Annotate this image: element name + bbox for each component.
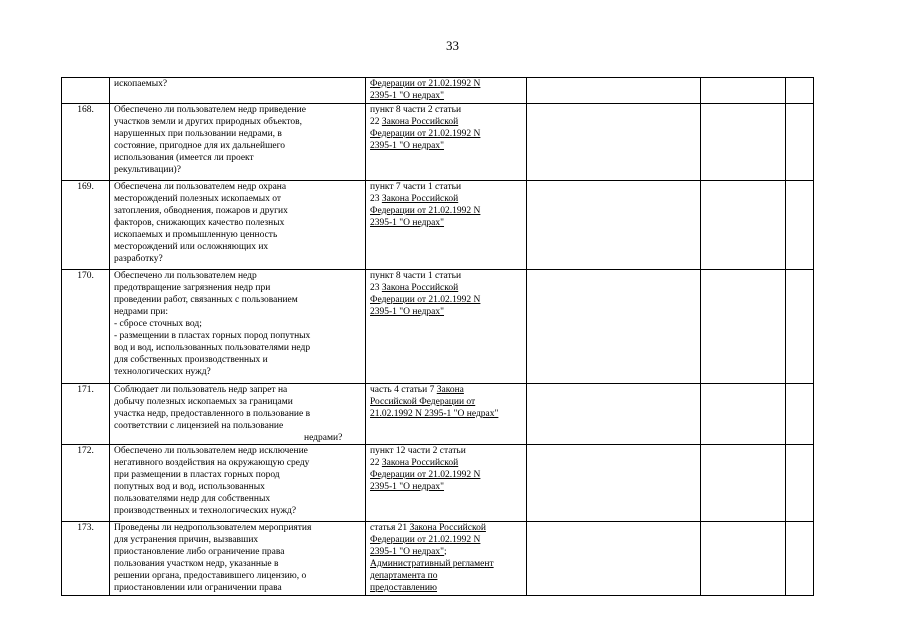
item-number <box>62 78 110 104</box>
question-cell <box>110 445 366 522</box>
note-cell <box>786 78 814 104</box>
table-row <box>62 181 814 270</box>
reference-prefix: 22 <box>370 458 382 468</box>
reference-line <box>370 384 522 396</box>
legal-reference-cell <box>366 181 527 270</box>
law-link[interactable]: 2395-1 "О недрах" <box>370 307 445 317</box>
answer-cell <box>701 445 786 522</box>
table-row <box>62 78 814 104</box>
reference-line <box>370 522 522 534</box>
question-line: Соблюдает ли пользователь недр запрет на <box>114 385 288 395</box>
note-cell <box>786 445 814 522</box>
question-line: рекультивации)? <box>114 165 181 175</box>
answer-cell <box>527 181 701 270</box>
question-line: Обеспечено ли пользователем недр исключение <box>114 446 308 456</box>
question-line: ископаемых и промышленную ценность <box>114 230 278 240</box>
question-line: участков земли и других природных объектов, <box>114 117 302 127</box>
reference-line <box>370 181 522 193</box>
question-line: - сбросе сточных вод; <box>114 319 202 329</box>
law-link[interactable]: 21.02.1992 N 2395-1 "О недрах" <box>370 409 499 419</box>
table-row <box>62 445 814 522</box>
legal-reference-cell <box>366 384 527 445</box>
law-link[interactable]: Федерации от 21.02.1992 N <box>370 535 481 545</box>
reference-line <box>370 205 522 217</box>
answer-cell <box>701 78 786 104</box>
answer-cell <box>701 270 786 384</box>
question-line: Обеспечено ли пользователем недр <box>114 271 257 281</box>
table-row <box>62 522 814 596</box>
question-line: месторождений полезных ископаемых от <box>114 194 282 204</box>
question-line: технологических нужд? <box>114 367 211 377</box>
question-line: нарушенных при пользовании недрами, в <box>114 129 282 139</box>
item-number: 173. <box>62 522 110 596</box>
question-line: затопления, обводнения, пожаров и других <box>114 206 288 216</box>
question-line: Обеспечена ли пользователем недр охрана <box>114 182 287 192</box>
reference-line <box>370 534 522 546</box>
question-line: производственных и технологических нужд? <box>114 506 297 516</box>
reference-text: пункт 8 части 1 статьи <box>370 271 462 281</box>
question-line: использования (имеется ли проект <box>114 153 254 163</box>
question-line: состояние, пригодное для их дальнейшего <box>114 141 286 151</box>
question-line: участка недр, предоставленного в пользование в <box>114 409 311 419</box>
reference-line <box>370 469 522 481</box>
reference-line <box>370 217 522 229</box>
question-cell <box>110 104 366 181</box>
reference-line <box>370 546 522 558</box>
reference-text: пункт 12 части 2 статьи <box>370 446 466 456</box>
answer-cell <box>701 384 786 445</box>
question-cell <box>110 384 366 445</box>
reference-line <box>370 193 522 205</box>
table-row <box>62 384 814 445</box>
answer-cell <box>527 104 701 181</box>
reference-line <box>370 570 522 582</box>
question-cell <box>110 78 366 104</box>
item-number: 171. <box>62 384 110 445</box>
question-line: решении органа, предоставившего лицензию, о <box>114 571 307 581</box>
law-link[interactable]: предоставлению <box>370 583 438 593</box>
note-cell <box>786 104 814 181</box>
reference-prefix: 22 <box>370 117 382 127</box>
item-number: 169. <box>62 181 110 270</box>
legal-reference-cell <box>366 522 527 596</box>
reference-line <box>370 116 522 128</box>
law-link[interactable]: 2395-1 "О недрах" <box>370 141 445 151</box>
checklist-table <box>61 77 814 596</box>
note-cell <box>786 181 814 270</box>
question-line: месторождений или осложняющих их <box>114 242 269 252</box>
law-link[interactable]: 2395-1 "О недрах" <box>370 547 445 557</box>
answer-cell <box>527 445 701 522</box>
answer-cell <box>701 181 786 270</box>
note-cell <box>786 270 814 384</box>
law-link[interactable]: Федерации от 21.02.1992 N <box>370 79 481 89</box>
law-link[interactable]: Федерации от 21.02.1992 N <box>370 206 481 216</box>
legal-reference-cell <box>366 104 527 181</box>
question-line: при размещении в пластах горных пород <box>114 470 280 480</box>
question-line: Обеспечено ли пользователем недр приведение <box>114 105 306 115</box>
reference-line <box>370 481 522 493</box>
law-link[interactable]: Федерации от 21.02.1992 N <box>370 129 481 139</box>
legal-reference-cell <box>366 270 527 384</box>
law-link[interactable]: 2395-1 "О недрах" <box>370 91 445 101</box>
law-link[interactable]: Закона Российской <box>409 523 486 533</box>
law-link[interactable]: Закона Российской <box>381 283 459 293</box>
question-line: факторов, снижающих качество полезных <box>114 218 285 228</box>
reference-line <box>370 582 522 594</box>
item-number: 168. <box>62 104 110 181</box>
reference-line <box>370 128 522 140</box>
reference-line <box>370 140 522 152</box>
reference-prefix: 23 <box>370 283 382 293</box>
law-link[interactable]: 2395-1 "О недрах" <box>370 482 445 492</box>
answer-cell <box>527 270 701 384</box>
answer-cell <box>527 78 701 104</box>
question-line: попутных вод и вод, использованных <box>114 482 265 492</box>
reference-line <box>370 408 522 420</box>
reference-line <box>370 90 522 102</box>
legal-reference-cell <box>366 445 527 522</box>
answer-cell <box>527 384 701 445</box>
question-line: пользования участком недр, указанные в <box>114 559 279 569</box>
question-line: разработку? <box>114 254 163 264</box>
reference-line <box>370 270 522 282</box>
reference-line <box>370 282 522 294</box>
reference-line <box>370 306 522 318</box>
reference-line <box>370 457 522 469</box>
reference-line <box>370 445 522 457</box>
reference-prefix: часть 4 статьи 7 <box>370 385 437 395</box>
answer-cell <box>701 104 786 181</box>
reference-line <box>370 294 522 306</box>
law-link[interactable]: Российской Федерации от <box>370 397 476 407</box>
law-link[interactable]: Административный регламент <box>370 559 494 569</box>
question-line: недрами при: <box>114 307 169 317</box>
question-cell <box>110 181 366 270</box>
note-cell <box>786 384 814 445</box>
question-line: негативного воздействия на окружающую среду <box>114 458 310 468</box>
question-cell <box>110 522 366 596</box>
item-number: 172. <box>62 445 110 522</box>
law-link[interactable]: Федерации от 21.02.1992 N <box>370 295 481 305</box>
law-link[interactable]: 2395-1 "О недрах" <box>370 218 445 228</box>
question-line: недрами? <box>304 433 343 443</box>
reference-line <box>370 558 522 570</box>
law-link[interactable]: департамента по <box>370 571 438 581</box>
question-line: Проведены ли недропользователем мероприятия <box>114 523 312 533</box>
reference-prefix: статья 21 <box>370 523 410 533</box>
law-link[interactable]: Закона <box>436 385 464 395</box>
law-link[interactable]: Закона Российской <box>381 194 459 204</box>
question-line: пользователями недр для собственных <box>114 494 271 504</box>
question-line: приостановление либо ограничение права <box>114 547 285 557</box>
table-row <box>62 270 814 384</box>
question-cell <box>110 270 366 384</box>
reference-line <box>370 78 522 90</box>
reference-text: пункт 7 части 1 статьи <box>370 182 462 192</box>
legal-reference-cell <box>366 78 527 104</box>
question-line: - размещении в пластах горных пород попутных <box>114 331 311 341</box>
answer-cell <box>527 522 701 596</box>
reference-prefix: 23 <box>370 194 382 204</box>
answer-cell <box>701 522 786 596</box>
reference-line <box>370 396 522 408</box>
question-line: проведении работ, связанных с пользованием <box>114 295 298 305</box>
reference-suffix: ; <box>444 547 447 557</box>
question-line: предотвращение загрязнения недр при <box>114 283 271 293</box>
item-number: 170. <box>62 270 110 384</box>
question-line: соответствии с лицензией на пользование <box>114 421 284 431</box>
question-line: ископаемых? <box>114 79 168 89</box>
note-cell <box>786 522 814 596</box>
question-line: добычу полезных ископаемых за границами <box>114 397 293 407</box>
page-number: 33 <box>446 38 459 53</box>
question-line: для собственных производственных и <box>114 355 268 365</box>
question-line: вод и вод, использованных пользователями недр <box>114 343 311 353</box>
law-link[interactable]: Закона Российской <box>381 458 459 468</box>
table-row <box>62 104 814 181</box>
question-line: для устранения причин, вызвавших <box>114 535 259 545</box>
reference-line <box>370 104 522 116</box>
reference-text: пункт 8 части 2 статьи <box>370 105 462 115</box>
question-line: приостановлении или ограничении права <box>114 583 282 593</box>
law-link[interactable]: Федерации от 21.02.1992 N <box>370 470 481 480</box>
law-link[interactable]: Закона Российской <box>381 117 459 127</box>
